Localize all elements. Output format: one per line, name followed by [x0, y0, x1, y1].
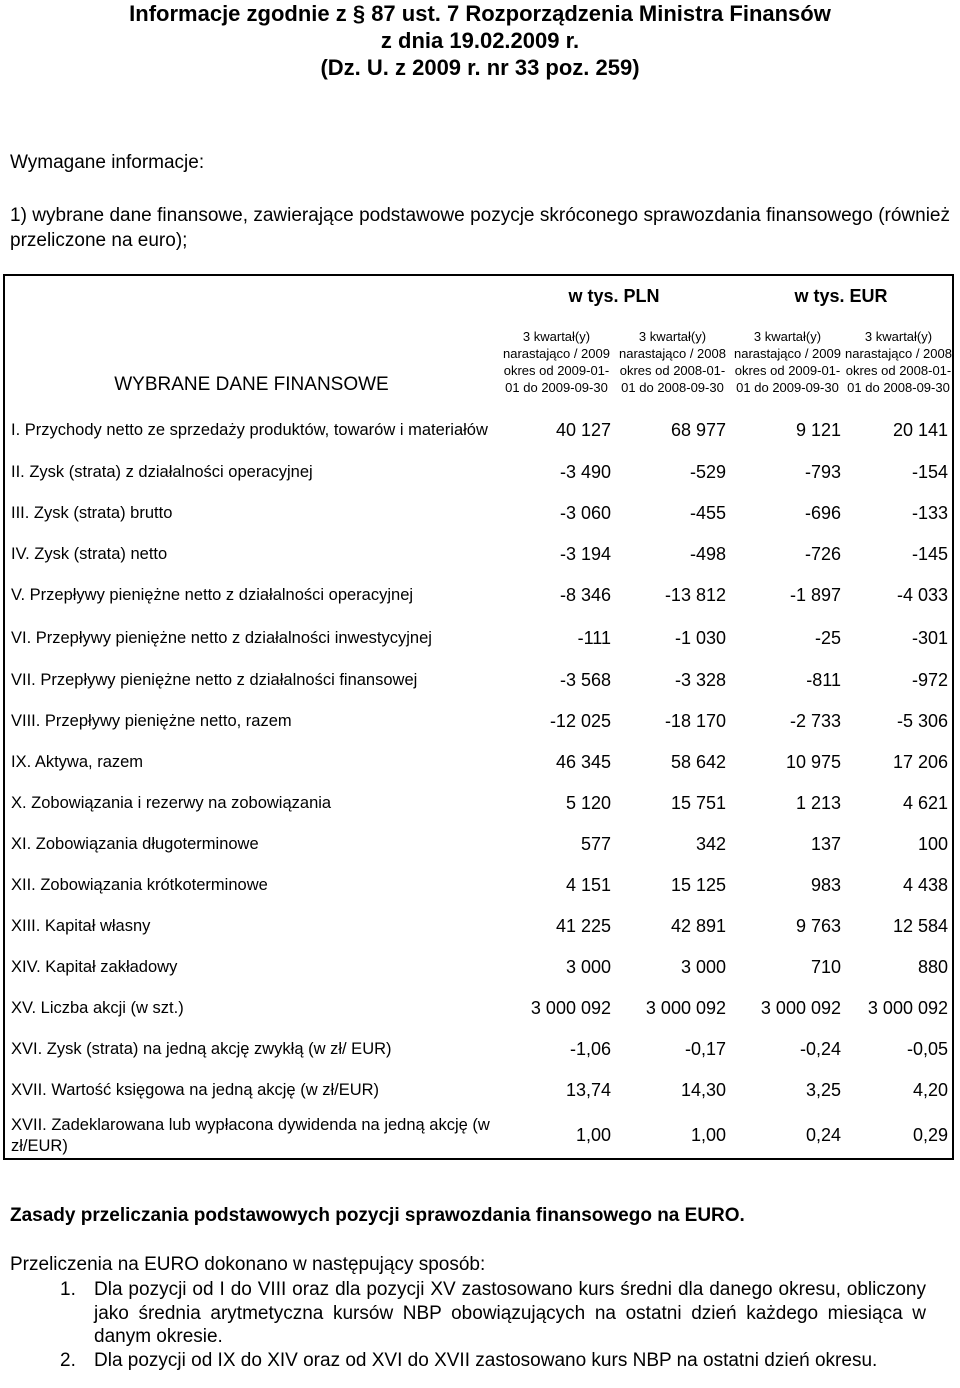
value-cell: -793: [804, 462, 841, 482]
conversion-rules-intro: Przeliczenia na EURO dokonano w następujący sposób:: [10, 1254, 486, 1275]
value-cell: 15 125: [670, 875, 726, 895]
value-cell: -811: [806, 670, 841, 690]
financial-data-table: [5, 276, 952, 1160]
table-row: [5, 1029, 952, 1070]
row-label: IX. Aktywa, razem: [11, 753, 144, 771]
value-cell: 40 127: [555, 419, 611, 440]
table-row: [5, 824, 952, 865]
row-label: XII. Zobowiązania krótkoterminowe: [11, 876, 268, 894]
period-header: 3 kwartał(y) narastająco / 2008 okres od 2008-01-01 do 2008-09-30: [845, 329, 952, 395]
value-cell: 4 151: [565, 875, 611, 895]
row-label: XVII. Zadeklarowana lub wypłacona dywidenda na jedną akcję (w zł/EUR): [11, 1115, 490, 1155]
value-cell: -25: [814, 627, 841, 648]
value-cell: 137: [810, 834, 841, 854]
table-row: [5, 616, 952, 660]
financial-data-table-frame: [3, 274, 954, 1160]
table-row: [5, 575, 952, 616]
period-header: 3 kwartał(y) narastająco / 2009 okres od 2009-01-01 do 2009-09-30: [503, 329, 610, 395]
table-row: [5, 452, 952, 493]
row-label: VII. Przepływy pieniężne netto z działalności finansowej: [11, 671, 418, 689]
value-cell: 9 121: [795, 419, 841, 440]
row-label: XVI. Zysk (strata) na jedną akcję zwykłą (w zł/ EUR): [11, 1040, 392, 1058]
value-cell: 58 642: [670, 752, 726, 772]
value-cell: -972: [911, 670, 948, 690]
row-label: XV. Liczba akcji (w szt.): [11, 999, 184, 1017]
list-item: [60, 1349, 926, 1373]
row-label: XIV. Kapitał zakładowy: [11, 958, 178, 976]
value-cell: -18 170: [664, 711, 726, 731]
title-line-2: z dnia 19.02.2009 r.: [380, 28, 580, 53]
period-header: 3 kwartał(y) narastająco / 2008 okres od 2008-01-01 do 2008-09-30: [619, 329, 726, 395]
value-cell: 342: [695, 834, 726, 854]
value-cell: -8 346: [559, 585, 611, 605]
value-cell: -133: [911, 503, 948, 523]
value-cell: -3 194: [559, 544, 611, 564]
value-cell: 3 000 092: [867, 998, 948, 1018]
value-cell: 3 000: [680, 957, 726, 977]
row-label: VI. Przepływy pieniężne netto z działalności inwestycyjnej: [11, 628, 432, 647]
value-cell: -12 025: [549, 711, 611, 731]
value-cell: -145: [911, 544, 948, 564]
conversion-rules-list: [60, 1278, 926, 1372]
value-cell: -726: [804, 544, 841, 564]
table-header-title: WYBRANE DANE FINANSOWE: [114, 374, 389, 395]
table-row: [5, 660, 952, 701]
table-row: [5, 1070, 952, 1111]
value-cell: 983: [810, 875, 841, 895]
value-cell: 13,74: [565, 1080, 611, 1100]
currency-pln-header: w tys. PLN: [568, 285, 660, 306]
required-info-item: 1) wybrane dane finansowe, zawierające podstawowe pozycje skróconego sprawozdania finansowego (również przeliczone na euro);: [10, 205, 950, 251]
currency-eur-header: w tys. EUR: [794, 285, 888, 306]
value-cell: -3 568: [559, 670, 611, 690]
value-cell: 1,00: [575, 1125, 611, 1145]
value-cell: 100: [917, 834, 948, 854]
table-row: [5, 865, 952, 906]
value-cell: -529: [689, 462, 726, 482]
value-cell: -0,05: [906, 1039, 948, 1059]
value-cell: 3 000: [565, 957, 611, 977]
value-cell: 4 621: [902, 793, 948, 813]
value-cell: 1,00: [690, 1125, 726, 1145]
value-cell: 710: [810, 957, 841, 977]
value-cell: -111: [577, 627, 611, 648]
value-cell: -696: [804, 503, 841, 523]
value-cell: -3 328: [674, 670, 726, 690]
value-cell: 0,24: [805, 1125, 841, 1145]
row-label: XVII. Wartość księgowa na jedną akcję (w zł/EUR): [11, 1081, 380, 1099]
table-row: [5, 408, 952, 452]
value-cell: -455: [689, 503, 726, 523]
value-cell: 46 345: [555, 752, 611, 772]
value-cell: -2 733: [789, 711, 841, 731]
document-title: [0, 0, 960, 81]
value-cell: 14,30: [680, 1080, 726, 1100]
row-label: V. Przepływy pieniężne netto z działalności operacyjnej: [11, 586, 414, 604]
period-header: 3 kwartał(y) narastająco / 2009 okres od 2009-01-01 do 2009-09-30: [734, 329, 841, 395]
table-row: [5, 947, 952, 988]
value-cell: -1 897: [789, 585, 841, 605]
value-cell: -3 490: [559, 462, 611, 482]
value-cell: -3 060: [559, 503, 611, 523]
value-cell: 3 000 092: [530, 998, 611, 1018]
value-cell: 20 141: [892, 419, 948, 440]
value-cell: 12 584: [892, 916, 948, 936]
list-item: [60, 1278, 926, 1349]
conversion-rules-title: Zasady przeliczania podstawowych pozycji sprawozdania finansowego na EURO.: [10, 1205, 745, 1226]
value-cell: -1,06: [569, 1039, 611, 1059]
value-cell: 0,29: [912, 1125, 948, 1145]
table-row: [5, 988, 952, 1029]
table-row: [5, 701, 952, 742]
value-cell: -4 033: [896, 585, 948, 605]
list-item-text: Dla pozycji od I do VIII oraz dla pozycji XV zastosowano kurs średni dla danego okresu, obliczony jako średnia arytmetyczna kursów NBP obowiązujących na ostatni dzień każdego miesiąca w danym okresie.: [94, 1279, 926, 1347]
value-cell: 577: [580, 834, 611, 854]
value-cell: -498: [689, 544, 726, 564]
list-item-number: 2.: [60, 1349, 76, 1371]
value-cell: -301: [911, 627, 948, 648]
value-cell: 68 977: [670, 419, 726, 440]
value-cell: -154: [911, 462, 948, 482]
value-cell: -5 306: [896, 711, 948, 731]
title-line-1: Informacje zgodnie z § 87 ust. 7 Rozporządzenia Ministra Finansów: [129, 1, 831, 26]
row-label: III. Zysk (strata) brutto: [11, 504, 173, 522]
value-cell: 41 225: [555, 916, 611, 936]
list-item-text: Dla pozycji od IX do XIV oraz od XVI do XVII zastosowano kurs NBP na ostatni dzień okresu.: [94, 1349, 878, 1371]
table-row: [5, 493, 952, 534]
value-cell: 9 763: [795, 916, 841, 936]
row-label: VIII. Przepływy pieniężne netto, razem: [11, 712, 292, 730]
title-line-3: (Dz. U. z 2009 r. nr 33 poz. 259): [320, 55, 640, 80]
table-row: [5, 534, 952, 575]
row-label: II. Zysk (strata) z działalności operacyjnej: [11, 463, 313, 481]
value-cell: 3 000 092: [760, 998, 841, 1018]
required-info-label: Wymagane informacje:: [10, 152, 205, 173]
value-cell: 5 120: [565, 793, 611, 813]
value-cell: -0,24: [799, 1039, 841, 1059]
value-cell: 1 213: [795, 793, 841, 813]
value-cell: -13 812: [664, 585, 726, 605]
table-row: [5, 742, 952, 783]
value-cell: -0,17: [684, 1039, 726, 1059]
row-label: IV. Zysk (strata) netto: [11, 545, 168, 563]
row-label: X. Zobowiązania i rezerwy na zobowiązania: [11, 794, 332, 812]
value-cell: 10 975: [785, 752, 841, 772]
table-row: [5, 906, 952, 947]
list-item-number: 1.: [60, 1279, 76, 1300]
value-cell: 3,25: [805, 1080, 841, 1100]
value-cell: 4,20: [912, 1080, 948, 1100]
value-cell: 17 206: [892, 752, 948, 772]
value-cell: 3 000 092: [645, 998, 726, 1018]
value-cell: 15 751: [670, 793, 726, 813]
value-cell: -1 030: [674, 627, 726, 648]
table-row: [5, 1111, 952, 1160]
row-label: XIII. Kapitał własny: [11, 917, 151, 935]
table-row: [5, 783, 952, 824]
row-label: I. Przychody netto ze sprzedaży produktów, towarów i materiałów: [11, 420, 488, 439]
row-label: XI. Zobowiązania długoterminowe: [11, 835, 259, 853]
value-cell: 42 891: [670, 916, 726, 936]
value-cell: 4 438: [902, 875, 948, 895]
value-cell: 880: [917, 957, 948, 977]
